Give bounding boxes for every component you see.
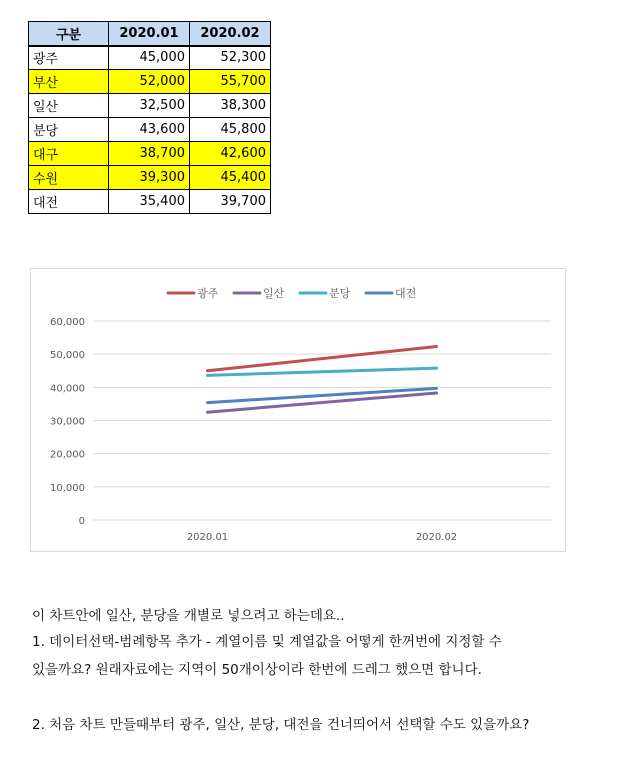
region-cell: 대전 <box>29 190 109 214</box>
legend-label: 광주 <box>197 287 219 300</box>
x-tick-label: 2020.02 <box>415 532 458 543</box>
legend-label: 분당 <box>329 287 351 300</box>
series-line-분당 <box>208 368 437 375</box>
value-cell-2020-01: 52,000 <box>109 70 190 94</box>
region-cell: 분당 <box>29 118 109 142</box>
value-cell-2020-01: 45,000 <box>109 46 190 70</box>
question-line-4: 2. 처음 차트 만들때부터 광주, 일산, 분당, 대전을 건너띄어서 선택할 수도 있을까요? <box>32 717 530 733</box>
value-cell-2020-02: 55,700 <box>190 70 271 94</box>
value-cell-2020-01: 39,300 <box>109 166 190 190</box>
table-row <box>29 190 271 214</box>
value-cell-2020-01: 43,600 <box>109 118 190 142</box>
table-row <box>29 46 271 70</box>
region-cell: 광주 <box>29 46 109 70</box>
region-data-table <box>28 21 271 214</box>
question-line-2: 1. 데이터선택-범례항목 추가 - 계열이름 및 계열값을 어떻게 한꺼번에 지정할 수 <box>32 634 502 650</box>
x-tick-label: 2020.01 <box>186 532 229 543</box>
table-header-row <box>29 22 271 46</box>
question-line-1: 이 차트안에 일산, 분당을 개별로 넣으려고 하는데요.. <box>32 608 345 624</box>
region-cell: 수원 <box>29 166 109 190</box>
value-cell-2020-02: 38,300 <box>190 94 271 118</box>
region-cell: 부산 <box>29 70 109 94</box>
table-row <box>29 118 271 142</box>
series-line-광주 <box>208 347 437 371</box>
line-chart-svg <box>31 269 565 551</box>
value-cell-2020-02: 39,700 <box>190 190 271 214</box>
y-tick-label: 20,000 <box>50 449 85 461</box>
header-category: 구분 <box>29 22 109 46</box>
legend-label: 일산 <box>263 287 285 300</box>
line-chart <box>30 268 566 552</box>
value-cell-2020-01: 32,500 <box>109 94 190 118</box>
y-tick-label: 10,000 <box>50 482 85 494</box>
question-line-3: 있을까요? 원래자료에는 지역이 50개이상이라 한번에 드레그 했으면 합니다. <box>32 662 482 678</box>
header-2020-01: 2020.01 <box>109 22 190 46</box>
table-row <box>29 94 271 118</box>
header-2020-02: 2020.02 <box>190 22 271 46</box>
value-cell-2020-02: 45,800 <box>190 118 271 142</box>
value-cell-2020-02: 52,300 <box>190 46 271 70</box>
table-row-highlighted <box>29 142 271 166</box>
value-cell-2020-01: 35,400 <box>109 190 190 214</box>
table-row-highlighted <box>29 70 271 94</box>
y-tick-label: 60,000 <box>50 317 85 328</box>
table-row-highlighted <box>29 166 271 190</box>
y-tick-label: 30,000 <box>50 416 85 428</box>
legend-label: 대전 <box>395 287 417 300</box>
y-tick-label: 40,000 <box>50 383 85 395</box>
value-cell-2020-02: 42,600 <box>190 142 271 166</box>
region-cell: 대구 <box>29 142 109 166</box>
y-tick-label: 0 <box>78 516 85 527</box>
y-tick-label: 50,000 <box>50 350 85 362</box>
region-cell: 일산 <box>29 94 109 118</box>
value-cell-2020-02: 45,400 <box>190 166 271 190</box>
value-cell-2020-01: 38,700 <box>109 142 190 166</box>
